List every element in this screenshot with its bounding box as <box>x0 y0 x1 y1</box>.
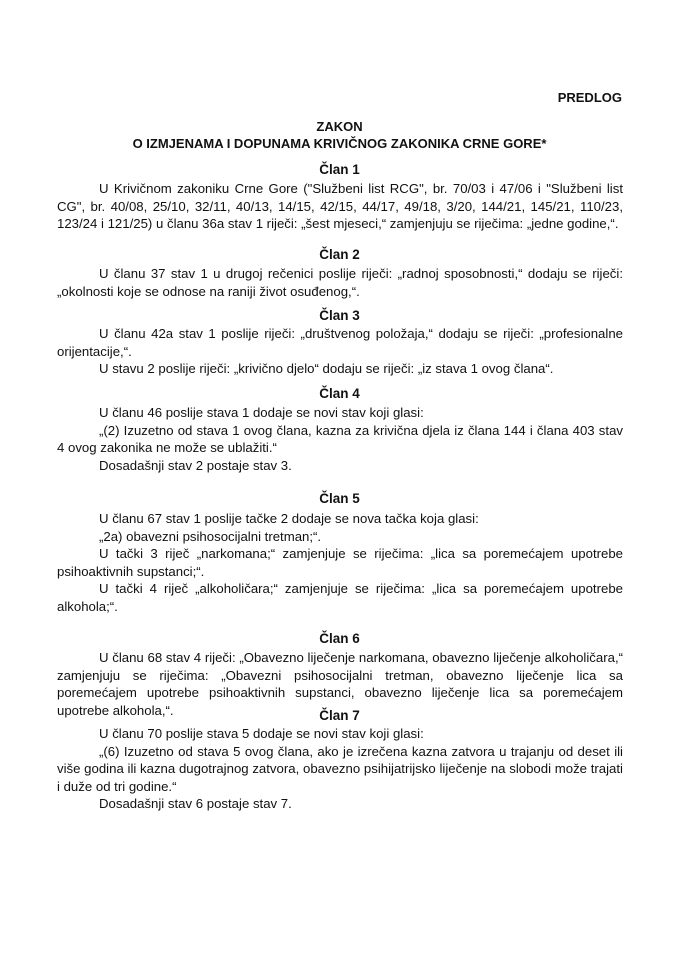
article-7-heading: Član 7 <box>319 708 360 723</box>
paragraph: U članu 68 stav 4 riječi: „Obavezno liječenje narkomana, obavezno liječenje alkoholičara,“ zamjenjuju se riječima: „Obavezni psihosocijalni tretman, obavezno liječenje lica sa poremećajem upotrebe psihoaktivnih supstanci, obavezno liječenje lica sa poremećajem upotrebe alkohola,“. <box>57 650 623 718</box>
paragraph: U članu 42a stav 1 poslije riječi: „društvenog položaja,“ dodaju se riječi: „profesionalne orijentacije,“. <box>57 326 623 359</box>
paragraph: U tački 3 riječ „narkomana;“ zamjenjuje se riječima: „lica sa poremećajem upotrebe psihoaktivnih supstanci;“. <box>57 546 623 579</box>
article-2-body <box>57 265 623 300</box>
article-4-heading: Član 4 <box>319 386 360 401</box>
article-3-body <box>57 325 623 378</box>
article-1-heading: Član 1 <box>319 162 360 177</box>
paragraph: U članu 67 stav 1 poslije tačke 2 dodaje se nova tačka koja glasi: <box>99 511 479 526</box>
paragraph: Dosadašnji stav 2 postaje stav 3. <box>99 457 292 473</box>
law-title: ZAKON <box>316 119 363 134</box>
paragraph: U članu 37 stav 1 u drugoj rečenici poslije riječi: „radnoj sposobnosti,“ dodaju se riječi: „okolnosti koje se odnose na raniji život osuđenog,“. <box>57 266 623 299</box>
article-4-body <box>57 404 623 474</box>
paragraph: U tački 4 riječ „alkoholičara;“ zamjenjuje se riječima: „lica sa poremećajem upotrebe alkohola;“. <box>57 581 623 614</box>
paragraph: U Krivičnom zakoniku Crne Gore ("Službeni list RCG", br. 70/03 i 47/06 i "Službeni list CG", br. 40/08, 25/10, 32/11, 40/13, 14/15, 42/15, 44/17, 49/18, 3/20, 144/21, 145/21, 110/23, 123/24 i 121/25) u članu 36a stav 1 riječi: „šest mjeseci,“ zamjenjuju se riječima: „jedne godine,“. <box>57 181 623 231</box>
paragraph: U stavu 2 poslije riječi: „krivično djelo“ dodaju se riječi: „iz stava 1 ovog člana“. <box>99 361 554 376</box>
paragraph: U članu 46 poslije stava 1 dodaje se novi stav koji glasi: <box>99 405 424 420</box>
article-5-body <box>57 510 623 615</box>
article-2-heading: Član 2 <box>319 247 360 262</box>
predlog-label: PREDLOG <box>557 90 622 105</box>
paragraph: U članu 70 poslije stava 5 dodaje se novi stav koji glasi: <box>99 726 424 741</box>
paragraph: „(6) Izuzetno od stava 5 ovog člana, ako je izrečena kazna zatvora u trajanju od deset ili više godina ili kazna dugotrajnog zatvora, obavezno psihijatrijsko liječenje na slobodi može trajati i duže od tri godine.“ <box>57 743 623 794</box>
paragraph: Dosadašnji stav 6 postaje stav 7. <box>99 796 292 811</box>
law-subtitle: O IZMJENAMA I DOPUNAMA KRIVIČNOG ZAKONIKA CRNE GORE* <box>132 136 547 151</box>
article-1-body <box>57 180 623 233</box>
paragraph: „2a) obavezni psihosocijalni tretman;“. <box>99 528 322 544</box>
article-5-heading: Član 5 <box>319 491 360 506</box>
article-3-heading: Član 3 <box>319 308 360 323</box>
article-7-body <box>57 725 623 813</box>
article-6-heading: Član 6 <box>319 631 360 646</box>
paragraph: „(2) Izuzetno od stava 1 ovog člana, kazna za krivična djela iz člana 144 i člana 403 stav 4 ovog zakonika ne može se ublažiti.“ <box>57 422 623 455</box>
